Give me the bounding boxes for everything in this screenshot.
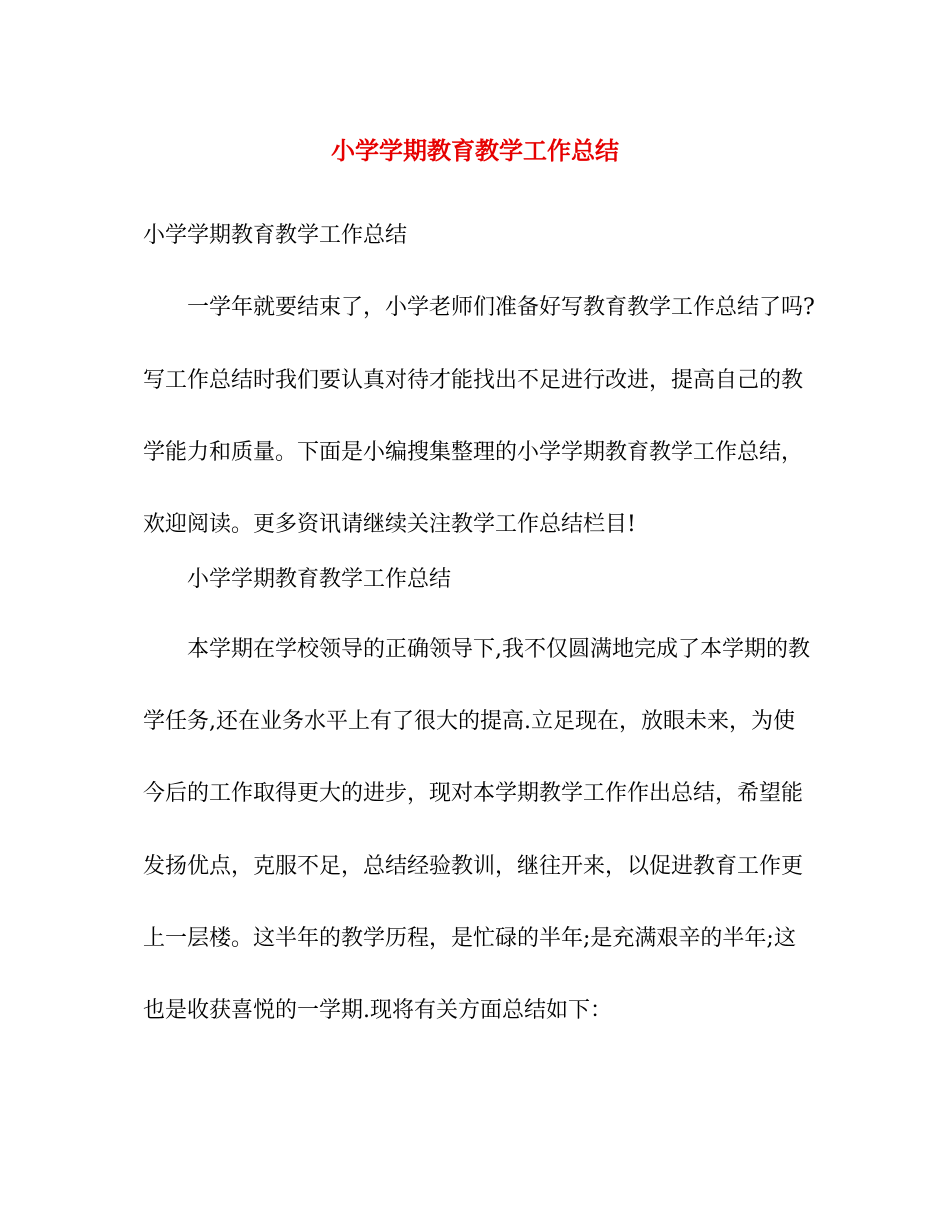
paragraph-line: 一学年就要结束了，小学老师们准备好写教育教学工作总结了吗? — [187, 295, 815, 320]
paragraph-line: 今后的工作取得更大的进步，现对本学期教学工作作出总结，希望能 — [143, 781, 804, 806]
paragraph-line: 本学期在学校领导的正确领导下,我不仅圆满地完成了本学期的教 — [187, 637, 810, 662]
page-title: 小学学期教育教学工作总结 — [331, 136, 619, 165]
paragraph-line: 写工作总结时我们要认真对待才能找出不足进行改进，提高自己的教 — [143, 368, 804, 393]
paragraph-line: 上一层楼。这半年的教学历程，是忙碌的半年;是充满艰辛的半年;这 — [143, 926, 796, 951]
subtitle-line: 小学学期教育教学工作总结 — [143, 223, 408, 248]
paragraph-line: 欢迎阅读。更多资讯请继续关注教学工作总结栏目! — [143, 512, 636, 537]
paragraph-line: 学能力和质量。下面是小编搜集整理的小学学期教育教学工作总结， — [143, 440, 804, 465]
paragraph-line: 也是收获喜悦的一学期.现将有关方面总结如下： — [143, 998, 612, 1023]
section-heading: 小学学期教育教学工作总结 — [187, 567, 452, 592]
paragraph-line: 学任务,还在业务水平上有了很大的提高.立足现在，放眼未来，为使 — [143, 709, 795, 734]
paragraph-line: 发扬优点，克服不足，总结经验教训，继往开来，以促进教育工作更 — [143, 854, 804, 879]
